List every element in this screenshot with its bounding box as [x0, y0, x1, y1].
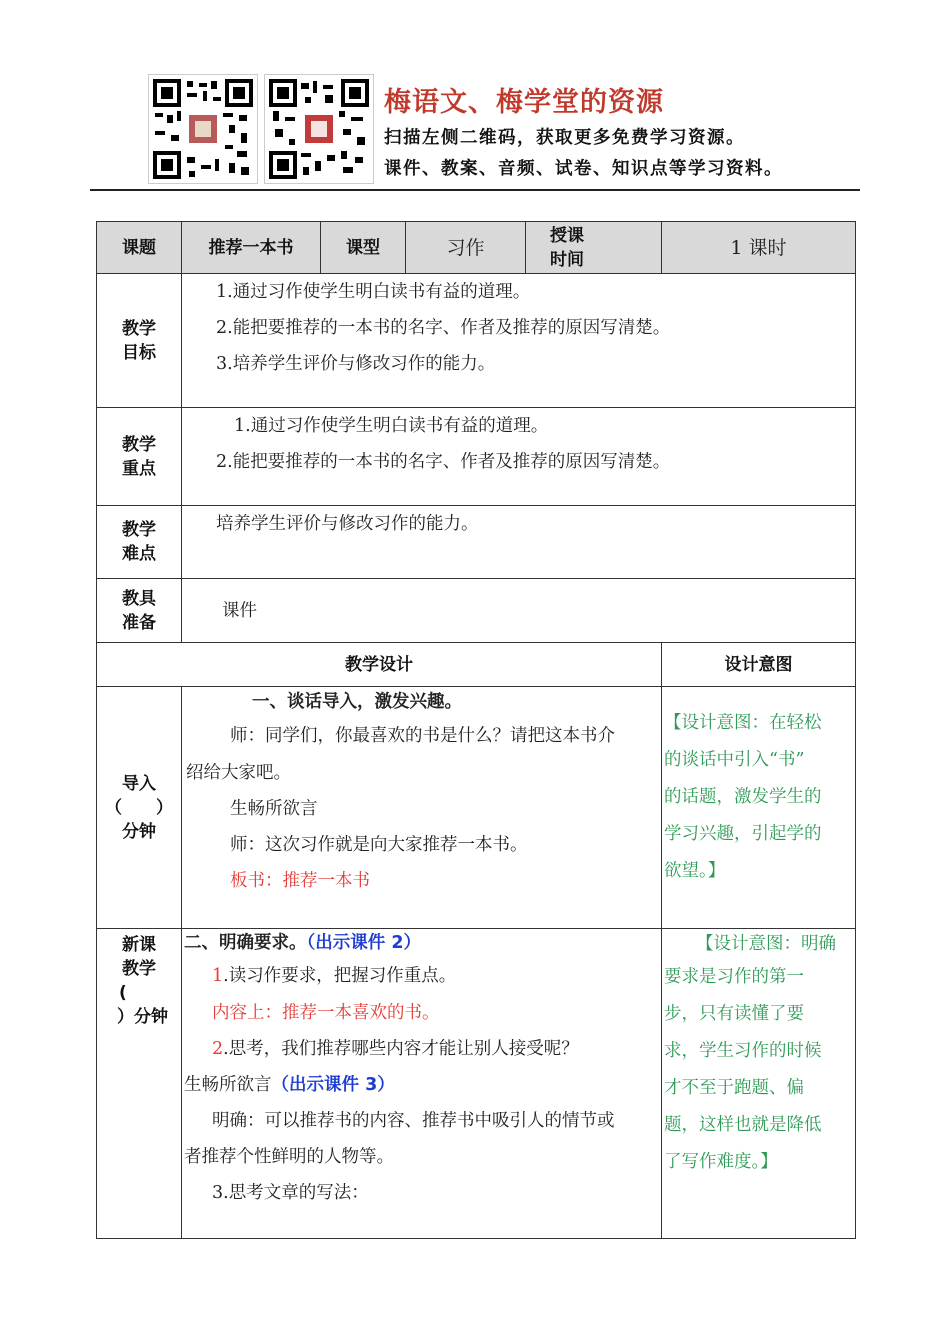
intent-line: 要求是习作的第一	[664, 967, 804, 987]
intro-teacher-line: 师：这次习作就是向大家推荐一本书。	[230, 835, 528, 855]
type-value: 习作	[406, 222, 526, 274]
new-lesson-students: 生畅所欲言	[184, 1075, 272, 1095]
header-divider	[90, 189, 860, 191]
new-lesson-heading: 二、明确要求。	[184, 933, 307, 953]
materials-label-line1: 教具	[122, 588, 156, 609]
clarify-line: 明确：可以推荐书的内容、推荐书中吸引人的情节或	[212, 1111, 615, 1131]
intro-label-line3: 分钟	[122, 821, 156, 842]
intro-teacher-line: 师：同学们，你最喜欢的书是什么？请把这本书介	[230, 726, 615, 746]
intro-label-line2: （ ）	[105, 797, 173, 818]
goals-content	[182, 274, 856, 408]
new-lesson-label-line4: ）分钟	[117, 1007, 168, 1027]
new-lesson-intent	[662, 929, 856, 1239]
new-lesson-label	[97, 929, 182, 1239]
intro-students: 生畅所欲言	[230, 799, 318, 819]
type-label: 课型	[321, 222, 406, 274]
courseware-ref: （出示课件 3）	[271, 1075, 395, 1095]
intent-line: 题，这样也就是降低	[664, 1115, 822, 1135]
time-value: 1 课时	[662, 222, 856, 274]
goal-item: 1.通过习作使学生明白读书有益的道理。	[216, 282, 531, 302]
intent-line: 的话题，激发学生的	[664, 787, 822, 807]
intro-board: 板书：推荐一本书	[230, 871, 370, 891]
intent-line: 求，学生习作的时候	[664, 1041, 822, 1061]
intro-label	[97, 687, 182, 929]
qr-code-left	[148, 74, 258, 184]
intent-line: 学习兴趣，引起学的	[664, 824, 822, 844]
step1-text: .读习作要求，把握习作重点。	[223, 966, 457, 986]
key-points-label-line1: 教学	[122, 434, 156, 455]
resource-types: 课件、教案、音频、试卷、知识点等学习资料。	[384, 159, 783, 179]
intro-content	[182, 687, 662, 929]
teaching-design-heading: 教学设计	[97, 643, 662, 687]
step1-number: 1	[212, 966, 224, 986]
resource-title: 梅语文、梅学堂的资源	[384, 87, 664, 118]
design-header-row	[97, 643, 856, 687]
difficulties-label	[97, 506, 182, 579]
clarify-line: 者推荐个性鲜明的人物等。	[184, 1147, 394, 1167]
materials-row	[97, 579, 856, 643]
qr-code-right	[264, 74, 374, 184]
goals-row	[97, 274, 856, 408]
scan-instruction: 扫描左侧二维码，获取更多免费学习资源。	[384, 128, 745, 148]
materials-label	[97, 579, 182, 643]
goals-label-line2: 目标	[122, 342, 156, 363]
content-requirement: 内容上：推荐一本喜欢的书。	[212, 1003, 440, 1023]
difficulties-row	[97, 506, 856, 579]
intent-line: 欲望。】	[664, 861, 726, 881]
goals-label-line1: 教学	[122, 318, 156, 339]
header-row	[97, 222, 856, 274]
time-label-line2: 时间	[550, 249, 584, 270]
new-lesson-label-line3: (	[119, 983, 127, 1003]
intent-line: 了写作难度。】	[664, 1152, 778, 1172]
materials-label-line2: 准备	[122, 612, 156, 633]
topic-label: 课题	[97, 222, 182, 274]
new-lesson-label-line1: 新课	[122, 935, 156, 955]
intro-label-line1: 导入	[122, 773, 156, 794]
courseware-ref: （出示课件 2）	[306, 933, 422, 953]
difficulties-content	[182, 506, 856, 579]
intro-heading: 一、谈话导入，激发兴趣。	[252, 692, 462, 712]
intro-row	[97, 687, 856, 929]
topic-value: 推荐一本书	[182, 222, 321, 274]
new-lesson-row	[97, 929, 856, 1239]
intent-line: 的谈话中引入“书”	[664, 750, 805, 770]
materials-content	[182, 579, 856, 643]
difficulty-text: 培养学生评价与修改习作的能力。	[216, 514, 479, 534]
intro-intent	[662, 687, 856, 929]
intent-line: 才不至于跑题、偏	[664, 1078, 804, 1098]
goal-item: 2.能把要推荐的一本书的名字、作者及推荐的原因写清楚。	[216, 318, 671, 338]
step2-number: 2	[212, 1039, 224, 1059]
key-point-item: 1.通过习作使学生明白读书有益的道理。	[234, 416, 549, 436]
intent-line: 【设计意图：在轻松	[664, 713, 822, 733]
intent-line: 步，只有读懂了要	[664, 1004, 804, 1024]
materials-text: 课件	[222, 600, 257, 621]
new-lesson-content	[182, 929, 662, 1239]
difficulties-label-line1: 教学	[122, 520, 156, 540]
key-points-row	[97, 408, 856, 506]
design-intent-heading: 设计意图	[662, 643, 856, 687]
key-points-label	[97, 408, 182, 506]
goal-item: 3.培养学生评价与修改习作的能力。	[216, 354, 496, 374]
step2-text: .思考，我们推荐哪些内容才能让别人接受呢？	[223, 1039, 579, 1059]
goals-label	[97, 274, 182, 408]
time-label-line1: 授课	[550, 225, 584, 246]
intro-teacher-line: 绍给大家吧。	[186, 763, 291, 783]
key-point-item: 2.能把要推荐的一本书的名字、作者及推荐的原因写清楚。	[216, 452, 671, 472]
step3: 3.思考文章的写法：	[212, 1183, 369, 1203]
key-points-content	[182, 408, 856, 506]
difficulties-label-line2: 难点	[122, 544, 156, 564]
lesson-plan-table	[96, 221, 856, 1239]
key-points-label-line2: 重点	[122, 458, 156, 479]
new-lesson-label-line2: 教学	[122, 959, 156, 979]
intent-line: 【设计意图：明确	[696, 934, 836, 954]
time-label	[526, 222, 662, 274]
